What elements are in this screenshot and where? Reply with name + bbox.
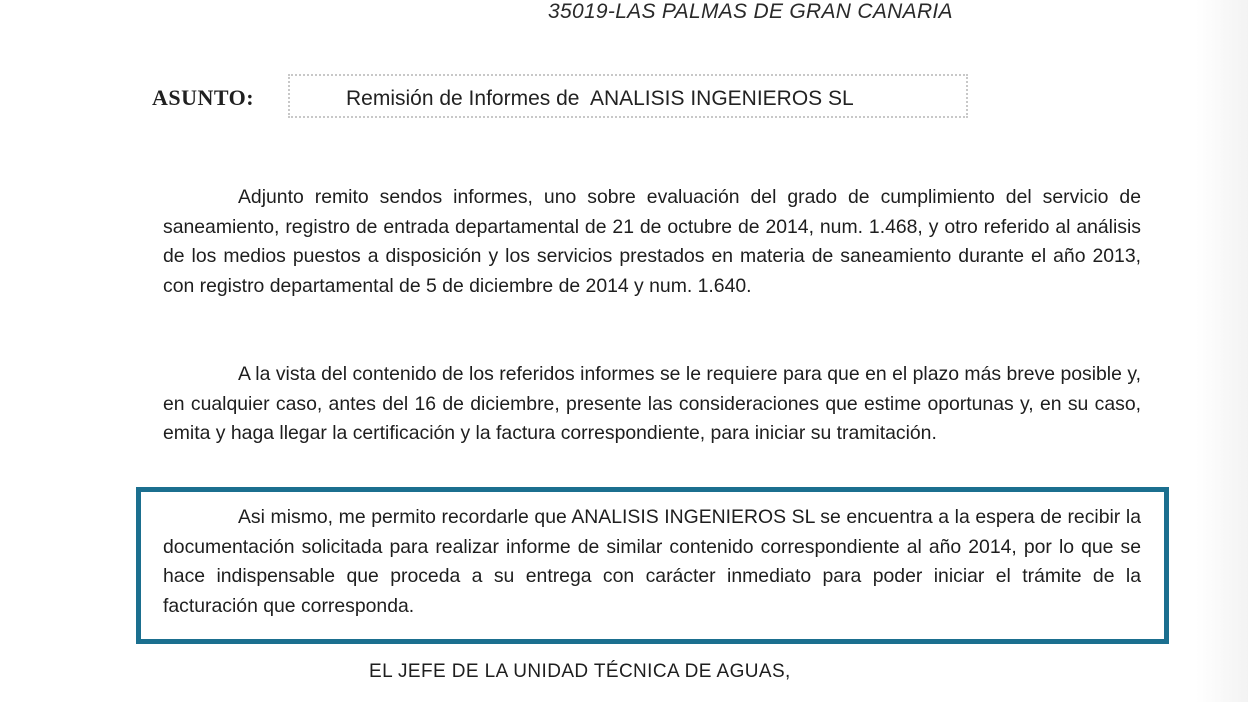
address-line: 35019-LAS PALMAS DE GRAN CANARIA (548, 0, 953, 23)
asunto-text: Remisión de Informes de ANALISIS INGENIEROS SL (346, 87, 854, 110)
paragraph-recordatorio: Asi mismo, me permito recordarle que ANALISIS INGENIEROS SL se encuentra a la espera de recibir la documentación solicitada para realizar informe de similar contenido correspondiente al año 2014, por lo que se hace indispensable que proceda a su entrega con carácter inmediato para poder iniciar el trámite de la facturación que corresponda. (163, 506, 1141, 617)
signature-line: EL JEFE DE LA UNIDAD TÉCNICA DE AGUAS, (369, 661, 791, 682)
paragraph-informes: Adjunto remito sendos informes, uno sobre evaluación del grado de cumplimiento del servicio de saneamiento, registro de entrada departamental de 21 de octubre de 2014, num. 1.468, y otro referido al análisis de los medios puestos a disposición y los servicios prestados en materia de saneamiento durante el año 2013, con registro departamental de 5 de diciembre de 2014 y num. 1.640. (163, 186, 1141, 297)
paragraph-requerimiento: A la vista del contenido de los referidos informes se le requiere para que en el plazo más breve posible y, en cualquier caso, antes del 16 de diciembre, presente las consideraciones que estime oportunas y, en su caso, emita y haga llegar la certificación y la factura correspondiente, para iniciar su tramitación. (163, 363, 1141, 444)
asunto-label: ASUNTO: (152, 85, 255, 110)
page-edge-shadow (1196, 0, 1248, 702)
